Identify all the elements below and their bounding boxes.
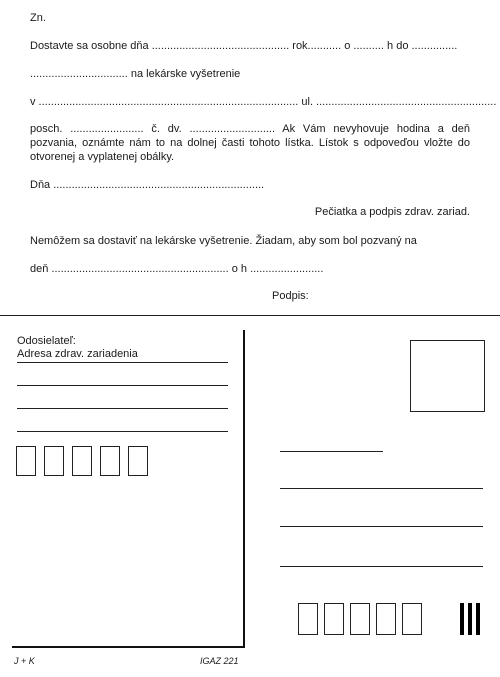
sender-line-2: [17, 385, 228, 386]
card-separator: [0, 315, 500, 316]
date-line: Dňa .....................................................................: [30, 179, 265, 191]
recipient-zip-box-4: [376, 603, 396, 635]
printer-mark: J + K: [14, 656, 35, 666]
sender-zip-box-2: [44, 446, 64, 476]
postcard-vertical-divider: [243, 330, 245, 647]
barcode-bar-3: [476, 603, 480, 635]
sender-zip-box-3: [72, 446, 92, 476]
sender-line-4: [17, 431, 228, 432]
barcode-bar-1: [460, 603, 464, 635]
sender-line-3: [17, 408, 228, 409]
sender-zip-box-1: [16, 446, 36, 476]
form-code: IGAZ 221: [200, 656, 239, 666]
stamp-box: [410, 340, 485, 412]
postcard-bottom-divider: [12, 646, 245, 648]
recipient-zip-box-1: [298, 603, 318, 635]
sender-zip-box-4: [100, 446, 120, 476]
recipient-line-3: [280, 526, 483, 527]
examination-line: ................................ na lekárske vyšetrenie: [30, 68, 241, 80]
recipient-line-4: [280, 566, 483, 567]
sender-address: Adresa zdrav. zariadenia: [17, 348, 138, 360]
reschedule-line: deň .......................................................... o h ........................: [30, 263, 324, 275]
cannot-attend-text: Nemôžem sa dostaviť na lekárske vyšetrenie. Žiadam, aby som bol pozvaný na: [30, 235, 417, 247]
recipient-zip-box-2: [324, 603, 344, 635]
zn-label: Zn.: [30, 12, 46, 24]
recipient-line-1: [280, 451, 383, 452]
recipient-line-2: [280, 488, 483, 489]
sender-zip-box-5: [128, 446, 148, 476]
instructions-paragraph: posch. ........................ č. dv. ............................ Ak Vám nevyhovuje hodina a deň pozvania, oznámte nám to na dolnej časti tohoto lístka. Lístok s odpoveďou vložte do otvorenej a vyplatenej obálky.: [30, 123, 470, 163]
signature-label: Podpis:: [272, 290, 309, 302]
appointment-line: Dostavte sa osobne dňa ............................................. rok........... o .......... h do ...............: [30, 40, 458, 52]
recipient-zip-box-5: [402, 603, 422, 635]
sender-line-1: [17, 362, 228, 363]
address-line: v ..................................................................................... ul. ...........................................................: [30, 96, 497, 108]
recipient-zip-box-3: [350, 603, 370, 635]
stamp-signature-label: Pečiatka a podpis zdrav. zariad.: [314, 206, 470, 218]
sender-label: Odosielateľ:: [17, 335, 76, 347]
barcode-bar-2: [468, 603, 472, 635]
